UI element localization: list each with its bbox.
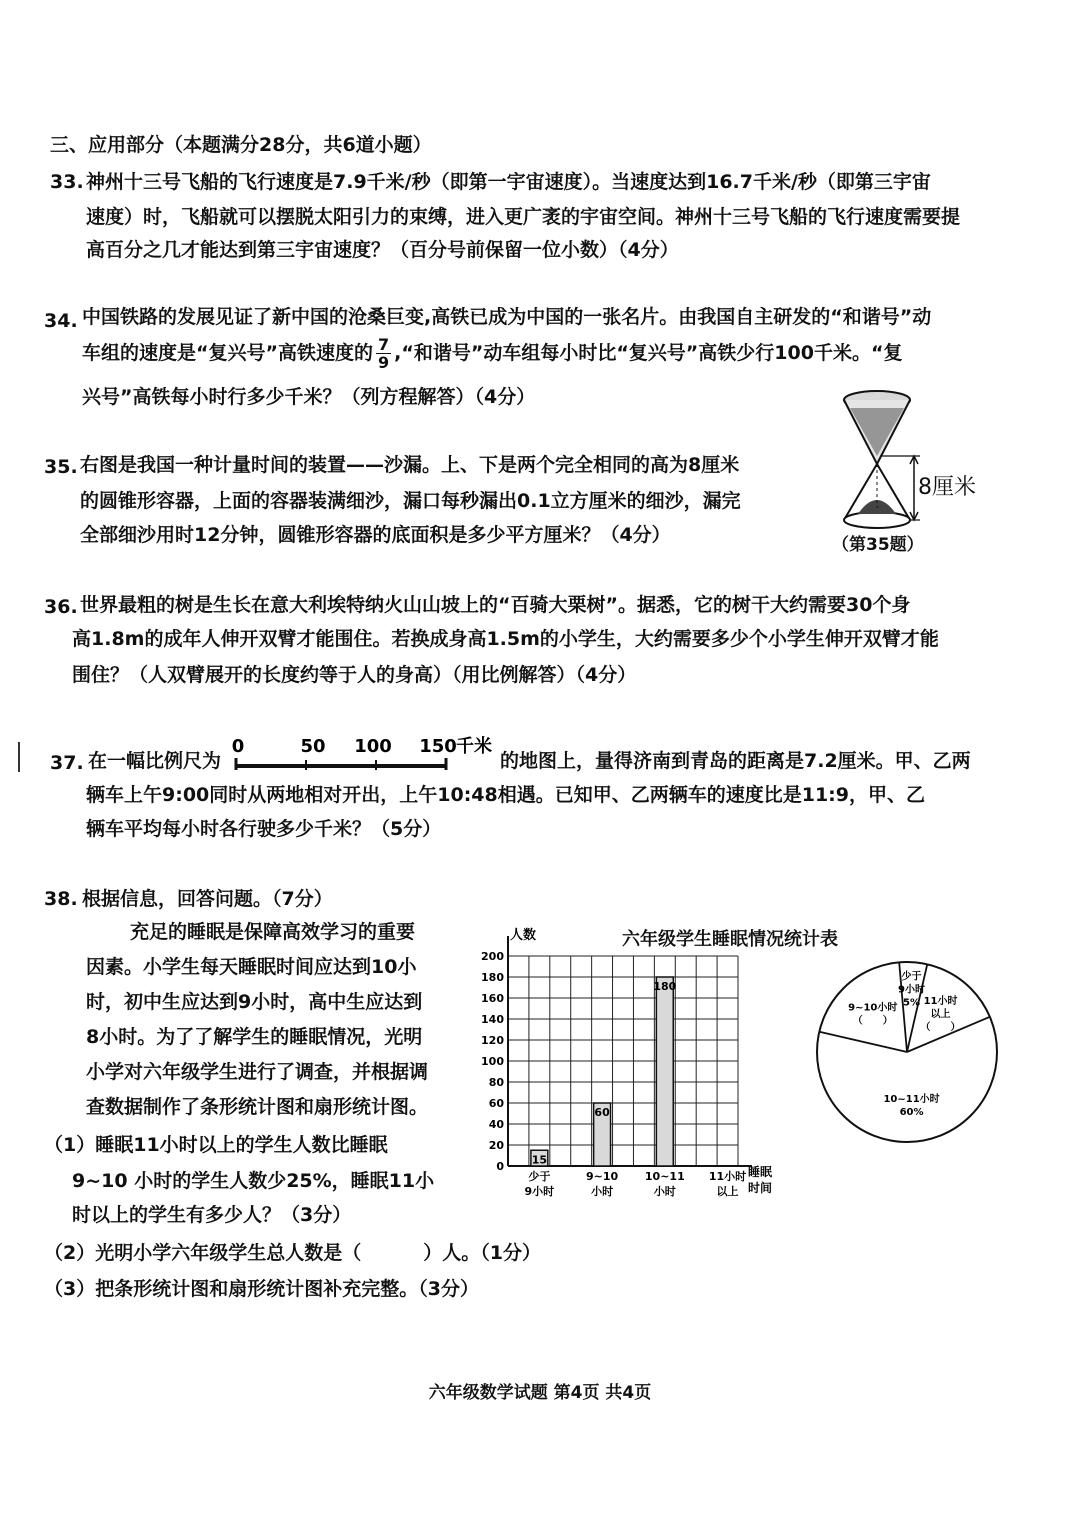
section-title: 三、应用部分（本题满分28分，共6道小题） xyxy=(50,134,432,156)
q38-sub3: （3）把条形统计图和扇形统计图补充完整。（3分） xyxy=(44,1278,479,1300)
q38-para-line-4: 8小时。为了了解学生的睡眠情况，光明 xyxy=(86,1026,423,1048)
y-tick-label: 40 xyxy=(488,1118,504,1131)
y-tick-label: 60 xyxy=(488,1097,504,1110)
q36-line-1: 世界最粗的树是生长在意大利埃特纳火山山坡上的“百骑大栗树”。据悉，它的树干大约需要30个身 xyxy=(80,594,911,616)
x-category-label: 9~10 xyxy=(585,1170,619,1183)
fraction-seven-ninths xyxy=(376,336,391,371)
margin-mark xyxy=(18,742,20,772)
q34-line-1: 中国铁路的发展见证了新中国的沧桑巨变,高铁已成为中国的一张名片。由我国自主研发的“和谐号”动 xyxy=(82,306,932,328)
bar-value-label: 180 xyxy=(653,980,677,993)
q38-sub1-line-1: （1）睡眠11小时以上的学生人数比睡眠 xyxy=(44,1134,388,1156)
y-tick-label: 100 xyxy=(481,1055,504,1068)
scale-tick-100: 100 xyxy=(354,736,392,757)
y-tick-label: 180 xyxy=(481,971,504,984)
bar-value-label: 15 xyxy=(531,1153,548,1167)
figure-35-caption: （第35题） xyxy=(832,535,924,555)
q37-line-1-post: 的地图上，量得济南到青岛的距离是7.2厘米。甲、乙两 xyxy=(500,750,971,772)
q35-number: 35. xyxy=(44,456,78,478)
chart-title: 六年级学生睡眠情况统计表 xyxy=(622,929,838,950)
pie-slice-label: 5% xyxy=(903,997,921,1009)
q35-line-1: 右图是我国一种计量时间的装置——沙漏。上、下是两个完全相同的高为8厘米 xyxy=(80,454,740,476)
bar-chart-x-labels xyxy=(525,1169,747,1198)
hourglass-drawing xyxy=(844,391,920,528)
bar-chart-y-ticks xyxy=(481,950,504,1173)
scale-bar xyxy=(228,730,504,776)
pie-slice-label: 10~11小时 xyxy=(883,1094,940,1106)
y-tick-label: 160 xyxy=(481,992,504,1005)
y-tick-label: 80 xyxy=(488,1076,504,1089)
pie-slice-label: （ ） xyxy=(852,1015,893,1027)
pie-slice-label: 11小时 xyxy=(923,996,958,1008)
q34-line-3: 兴号”高铁每小时行多少千米？（列方程解答）（4分） xyxy=(82,386,536,408)
q36-line-3: 围住？（人双臂展开的长度约等于人的身高）（用比例解答）（4分） xyxy=(72,664,637,686)
x-category-label: 小时 xyxy=(653,1185,676,1198)
q38-para-line-3: 时，初中生应达到9小时，高中生应达到 xyxy=(86,991,423,1013)
bar-chart xyxy=(466,920,776,1205)
x-category-label: 11小时 xyxy=(708,1170,747,1183)
q36-number: 36. xyxy=(44,596,78,618)
pie-slice-label: 以上 xyxy=(930,1009,951,1021)
scale-unit: 千米 xyxy=(456,736,492,757)
q33-line-2: 速度）时，飞船就可以摆脱太阳引力的束缚，进入更广袤的宇宙空间。神州十三号飞船的飞行速度需要提 xyxy=(86,206,961,228)
bar-3 xyxy=(656,977,673,1166)
fraction-denominator: 9 xyxy=(377,353,390,372)
q38-para-line-6: 查数据制作了条形统计图和扇形统计图。 xyxy=(86,1096,429,1118)
q37-number: 37. xyxy=(50,752,84,774)
q38-sub2 xyxy=(44,1236,541,1270)
q33-number: 33. xyxy=(50,171,84,193)
x-category-label: 以上 xyxy=(716,1185,739,1198)
pie-slice-label: 60% xyxy=(899,1107,924,1119)
q34-line-2-pre: 车组的速度是“复兴号”高铁速度的 xyxy=(82,342,373,364)
q38-header: 根据信息，回答问题。（7分） xyxy=(82,888,333,910)
pie-chart xyxy=(812,952,1008,1152)
y-tick-label: 20 xyxy=(488,1139,504,1152)
y-tick-label: 120 xyxy=(481,1034,504,1047)
pie-slice-label: 9~10小时 xyxy=(848,1002,898,1014)
bar-value-label: 60 xyxy=(594,1106,610,1119)
q35-line-2: 的圆锥形容器，上面的容器装满细沙，漏口每秒漏出0.1立方厘米的细沙，漏完 xyxy=(80,490,741,512)
x-category-label: 10~11 xyxy=(644,1170,685,1183)
q37-line-2: 辆车上午9:00同时从两地相对开出，上午10:48相遇。已知甲、乙两辆车的速度比是11:9，甲、乙 xyxy=(86,784,925,806)
x-category-label: 小时 xyxy=(591,1185,614,1198)
pie-slice-label: 9小时 xyxy=(898,984,926,996)
x-category-label: 9小时 xyxy=(524,1185,555,1198)
q33-line-3: 高百分之几才能达到第三宇宙速度？（百分号前保留一位小数）（4分） xyxy=(86,239,679,261)
q38-sub1-line-3: 时以上的学生有多少人？（3分） xyxy=(72,1204,352,1226)
bar-chart-grid xyxy=(508,936,752,1166)
q37-prefix: 在一幅比例尺为 xyxy=(88,750,222,772)
y-tick-label: 140 xyxy=(481,1013,504,1026)
q38-number: 38. xyxy=(44,888,78,910)
pie-slice-label: 少于 xyxy=(901,971,922,983)
q35-line-3: 全部细沙用时12分钟，圆锥形容器的底面积是多少平方厘米？（4分） xyxy=(80,524,671,546)
q38-sub2-pre: （2）光明小学六年级学生总人数是（ xyxy=(44,1242,362,1264)
fraction-numerator: 7 xyxy=(377,335,390,354)
q38-para-line-1: 充足的睡眠是保障高效学习的重要 xyxy=(130,921,416,943)
y-tick-label: 200 xyxy=(481,950,504,963)
page-footer: 六年级数学试题 第4页 共4页 xyxy=(428,1383,652,1403)
bar-chart-xlabel-1: 睡眠 xyxy=(748,1165,773,1179)
bar-chart-ylabel: 人数 xyxy=(510,928,537,943)
q37-line-3: 辆车平均每小时各行驶多少千米？（5分） xyxy=(86,818,442,840)
hourglass-height-label: 8厘米 xyxy=(918,475,976,500)
q38-sub1-line-2: 9~10 小时的学生人数少25%，睡眠11小 xyxy=(72,1170,435,1192)
q34-line-2 xyxy=(82,336,902,371)
scale-tick-150: 150 xyxy=(419,736,457,757)
hourglass-figure xyxy=(830,380,990,558)
bar-chart-xlabel-2: 时间 xyxy=(748,1181,773,1195)
q38-para-line-5: 小学对六年级学生进行了调查，并根据调 xyxy=(86,1061,429,1083)
q34-number: 34. xyxy=(44,310,78,332)
q36-line-2: 高1.8m的成年人伸开双臂才能围住。若换成身高1.5m的小学生，大约需要多少个小学生伸开双臂才能 xyxy=(72,628,939,650)
x-category-label: 少于 xyxy=(528,1170,551,1183)
y-tick-label: 0 xyxy=(496,1160,504,1173)
q38-sub2-post: ）人。（1分） xyxy=(423,1242,541,1264)
q33-line-1: 神州十三号飞船的飞行速度是7.9千米/秒（即第一宇宙速度）。当速度达到16.7千米/秒（即第三宇宙 xyxy=(86,171,931,193)
scale-tick-50: 50 xyxy=(300,736,326,757)
q38-para-line-2: 因素。小学生每天睡眠时间应达到10小 xyxy=(86,956,417,978)
q34-line-2-post: ,“和谐号”动车组每小时比“复兴号”高铁少行100千米。“复 xyxy=(394,342,903,364)
pie-slice-label: （ ） xyxy=(920,1022,961,1034)
scale-tick-0: 0 xyxy=(231,736,245,757)
